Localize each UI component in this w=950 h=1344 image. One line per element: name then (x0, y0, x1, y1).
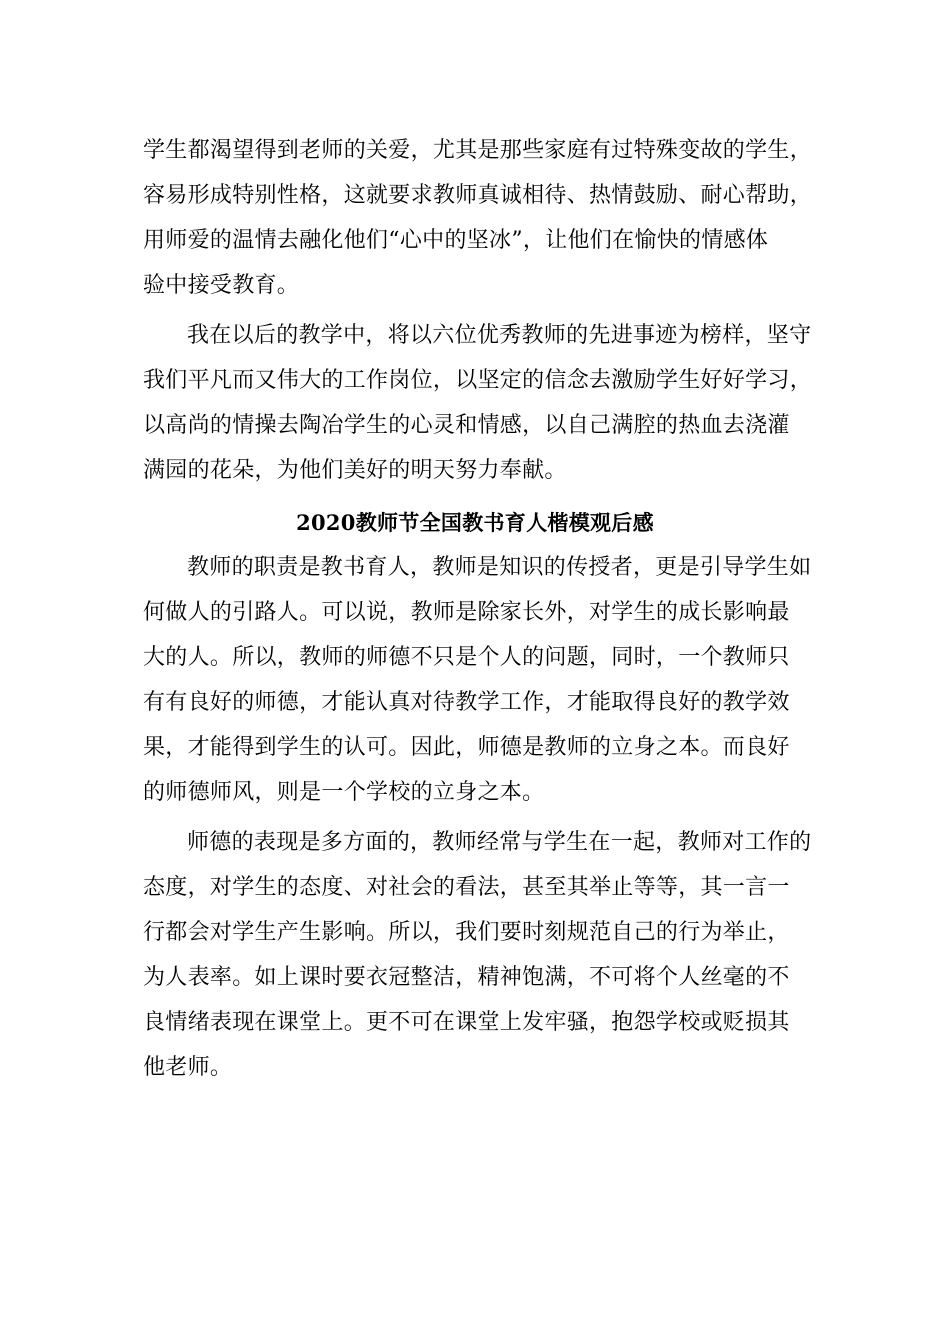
text-line: 满园的花朵，为他们美好的明天努力奉献。 (143, 458, 567, 483)
text-line: 容易形成特别性格，这就要求教师真诚相待、热情鼓励、耐心帮助， (143, 183, 813, 208)
paragraph-1 (143, 128, 813, 308)
text-line: 何做人的引路人。可以说，教师是除家长外，对学生的成长影响最 (143, 600, 790, 625)
paragraph-4 (143, 820, 812, 1090)
text-line: 以高尚的情操去陶冶学生的心灵和情感，以自己满腔的热血去浇灌 (143, 413, 790, 438)
text-line: 我们平凡而又伟大的工作岗位，以坚定的信念去激励学生好好学习， (143, 368, 813, 393)
paragraph-2 (143, 313, 813, 493)
text-line: 的师德师风，则是一个学校的立身之本。 (143, 780, 545, 805)
text-line: 为人表率。如上课时要衣冠整洁，精神饱满，不可将个人丝毫的不 (143, 965, 790, 990)
article-title: 2020教师节全国教书育人楷模观后感 (296, 510, 654, 535)
text-line: 态度，对学生的态度、对社会的看法，甚至其举止等等，其一言一 (143, 875, 790, 900)
text-line: 学生都渴望得到老师的关爱，尤其是那些家庭有过特殊变故的学生， (143, 138, 813, 163)
text-line: 验中接受教育。 (143, 273, 300, 298)
text-line: 果，才能得到学生的认可。因此，师德是教师的立身之本。而良好 (143, 735, 790, 760)
text-line: 师德的表现是多方面的，教师经常与学生在一起，教师对工作的 (187, 830, 812, 855)
text-line: 行都会对学生产生影响。所以，我们要时刻规范自己的行为举止， (143, 920, 790, 945)
text-line: 他老师。 (143, 1055, 233, 1080)
document-body (143, 128, 813, 1090)
text-line: 用师爱的温情去融化他们“心中的坚冰”，让他们在愉快的情感体 (143, 228, 769, 253)
text-line: 我在以后的教学中，将以六位优秀教师的先进事迹为榜样，坚守 (187, 323, 812, 348)
text-line: 良情绪表现在课堂上。更不可在课堂上发牢骚，抱怨学校或贬损其 (143, 1010, 790, 1035)
text-line: 教师的职责是教书育人，教师是知识的传授者，更是引导学生如 (187, 555, 812, 580)
paragraph-3 (143, 545, 812, 815)
text-line: 大的人。所以，教师的师德不只是个人的问题，同时，一个教师只 (143, 645, 790, 670)
text-line: 有有良好的师德，才能认真对待教学工作，才能取得良好的教学效 (143, 690, 790, 715)
